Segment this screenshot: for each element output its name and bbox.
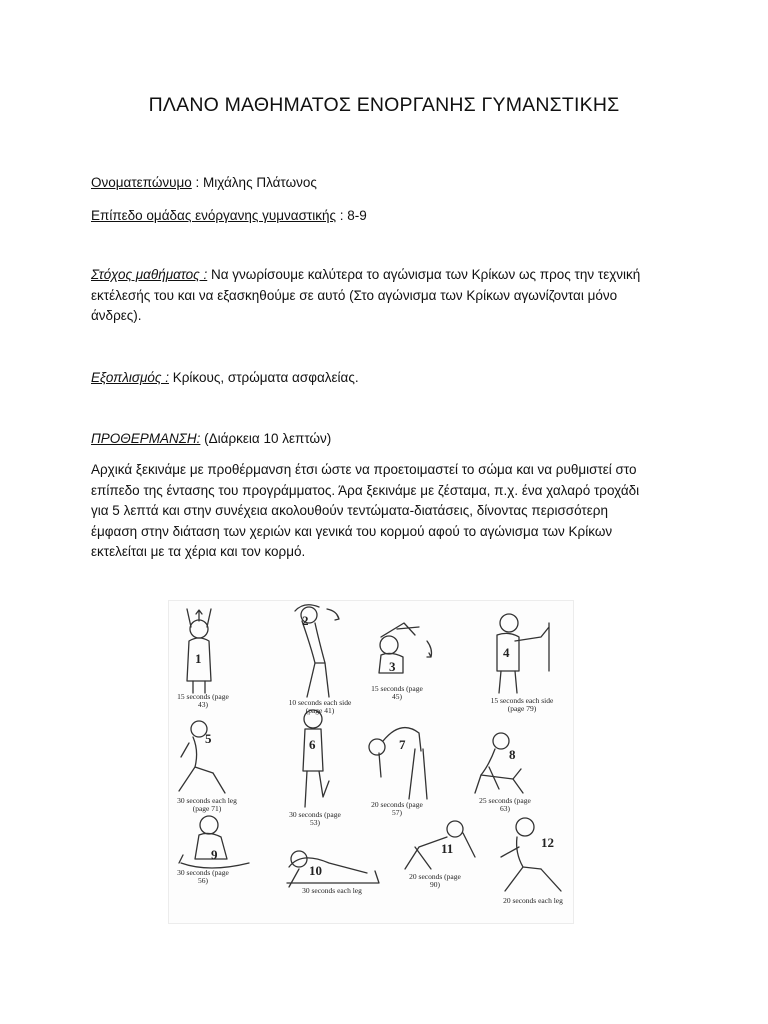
warmup-line: για 5 λεπτά και στην συνέχεια ακολουθούν τεντώματα-διατάσεις, δίνοντας περισσότερη	[91, 503, 608, 518]
warmup-line: εκτελείται με τα χέρια και τον κορμό.	[91, 544, 306, 559]
stretch-caption: 15 seconds (page 43)	[177, 692, 229, 709]
stretch-number: 2	[302, 613, 309, 628]
name-label: Ονοματεπώνυμο	[91, 175, 192, 190]
level-value: : 8-9	[336, 208, 367, 223]
stretch-number: 10	[309, 863, 322, 878]
stretch-number: 7	[399, 737, 406, 752]
stretch-caption: 30 seconds each leg	[302, 886, 362, 895]
stretch-caption: 20 seconds (page 90)	[409, 872, 461, 889]
stretching-exercises-figure	[168, 600, 574, 924]
goal-label: Στόχος μαθήματος :	[91, 267, 208, 282]
stretch-caption: 20 seconds each leg	[503, 896, 563, 905]
warmup-line: Αρχικά ξεκινάμε με προθέρμανση έτσι ώστε να προετοιμαστεί το σώμα και να ρυθμιστεί στο	[91, 462, 637, 477]
stretch-number: 3	[389, 659, 396, 674]
stretch-figure-10	[287, 851, 379, 887]
stretch-number: 5	[205, 731, 212, 746]
equipment-value: Κρίκους, στρώματα ασφαλείας.	[168, 370, 359, 385]
stretch-figure-6	[303, 710, 329, 807]
stretch-caption: 30 seconds (page 53)	[289, 810, 341, 827]
stretch-number: 1	[195, 651, 202, 666]
goal-text-line-3: άνδρες).	[91, 308, 142, 323]
stretch-caption: 30 seconds each leg (page 71)	[177, 796, 237, 813]
stretch-number: 9	[211, 847, 218, 862]
warmup-duration: (Διάρκεια 10 λεπτών)	[200, 431, 332, 446]
stretch-caption: 15 seconds each side (page 79)	[490, 696, 554, 713]
stretch-figure-12	[501, 818, 561, 891]
level-line	[91, 206, 691, 226]
stretch-caption: 20 seconds (page 57)	[371, 800, 423, 817]
level-label: Επίπεδο ομάδας ενόργανης γυμναστικής	[91, 208, 337, 223]
stretch-figure-8	[475, 733, 523, 793]
stretch-number: 12	[541, 835, 554, 850]
equipment-line	[91, 368, 691, 388]
stretch-number: 6	[309, 737, 316, 752]
stretch-number: 4	[503, 645, 510, 660]
stretch-number: 8	[509, 747, 516, 762]
goal-text-line-2: εκτέλεσής του και να εξασκηθούμε σε αυτό (Στο αγώνισμα των Κρίκων αγωνίζονται μόνο	[91, 287, 618, 303]
stretch-caption: 15 seconds (page 45)	[371, 684, 423, 701]
warmup-paragraph	[91, 460, 681, 563]
stretch-figure-5	[179, 721, 225, 793]
warmup-line: επίπεδο της έντασης του προγράμματος. Άρα ξεκινάμε με ζέσταμα, π.χ. ένα χαλαρό τροχάδι	[91, 482, 640, 498]
name-value: : Μιχάλης Πλάτωνος	[191, 175, 317, 190]
stretch-figure-7	[369, 728, 427, 799]
stretch-figure-3	[379, 623, 432, 673]
warmup-line: έμφαση στην διάταση των χεριών και γενικά του κορμού αφού το αγώνισμα των Κρίκων	[91, 523, 613, 539]
goal-paragraph	[91, 265, 681, 327]
equipment-label: Εξοπλισμός :	[91, 370, 169, 385]
stretch-number: 11	[441, 841, 454, 856]
stretch-caption: 25 seconds (page 63)	[479, 796, 531, 813]
warmup-label: ΠΡΟΘΕΡΜΑΝΣΗ:	[91, 431, 201, 446]
goal-text-line-1: Να γνωρίσουμε καλύτερα το αγώνισμα των Κρίκων ως προς την τεχνική	[207, 267, 641, 282]
stretch-figure-11	[405, 821, 475, 869]
stretch-caption: 30 seconds (page 56)	[177, 868, 229, 885]
name-line	[91, 173, 691, 193]
page-title: ΠΛΑΝΟ ΜΑΘΗΜΑΤΟΣ ΕΝΟΡΓΑΝΗΣ ΓΥΜΑΝΣΤΙΚΗΣ	[148, 94, 620, 116]
stretch-caption: 10 seconds each side (page 41)	[288, 698, 352, 715]
warmup-heading	[91, 429, 691, 449]
